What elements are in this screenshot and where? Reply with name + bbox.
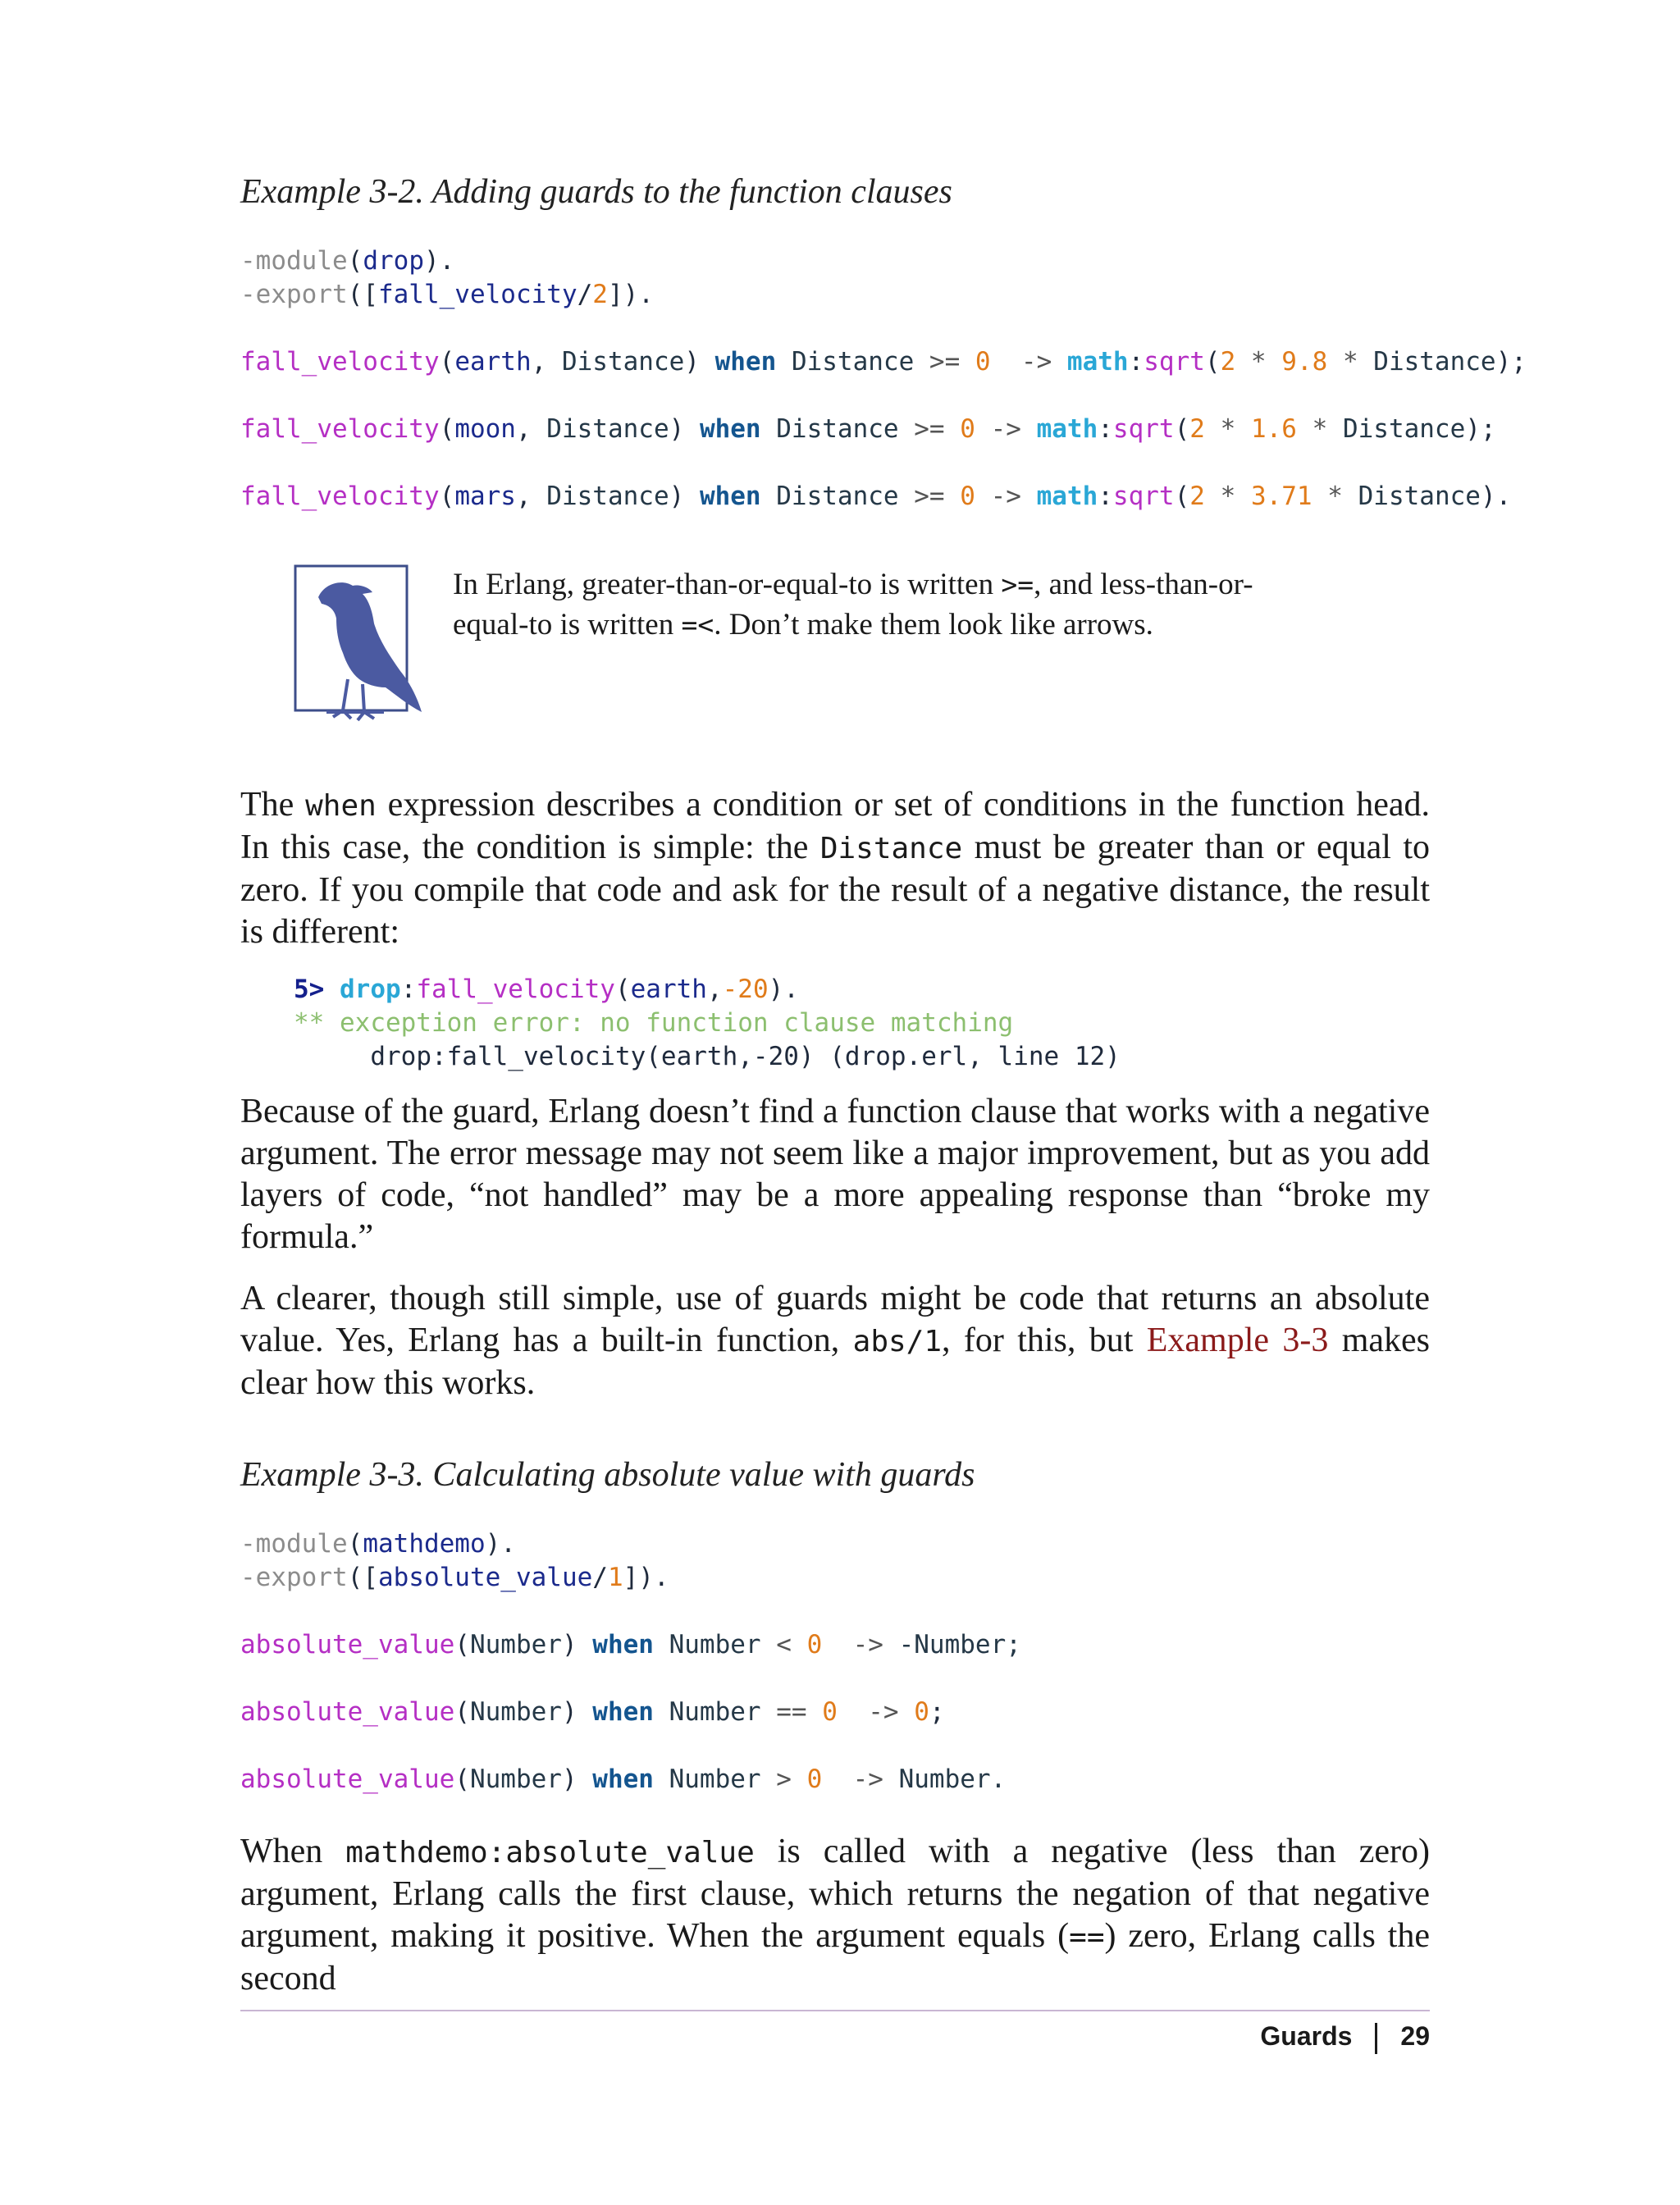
code-token: 1 [607, 1563, 623, 1592]
code-token: fall_velocity [240, 347, 440, 377]
code-token: 9 [1281, 347, 1297, 377]
code-token: > [776, 1764, 792, 1794]
code-block-mathdemo: -module(mathdemo). -export([absolute_value/1]). absolute_value(Number) when Number < 0 -> -Number; absolute_value(Number) when Number == 0 -> 0; absolute_value(Number) when Number > 0 -> Number. [240, 1529, 1021, 1794]
code-token: Number [669, 1697, 761, 1727]
code-token: ; [929, 1697, 945, 1727]
code-token: mars [454, 482, 516, 511]
code-token: Number [469, 1630, 562, 1659]
code-token: fall_velocity [240, 482, 440, 511]
code-token: .6 [1266, 414, 1297, 444]
code-token: -export [240, 1563, 348, 1592]
page-number: 29 [1400, 2021, 1430, 2051]
code-token: absolute_value [240, 1764, 455, 1794]
body-paragraph [240, 1278, 1430, 1404]
text-fragment: is called with a negative (less than zero) argument, Erlang calls the first clause, which returns the negation of that negative argument, making it positive. When the argument equals ( [240, 1833, 1430, 1955]
code-token: Number [669, 1630, 761, 1659]
code-token: Number [469, 1697, 562, 1727]
code-token: Number [469, 1764, 562, 1794]
code-token: 0 [914, 1697, 929, 1727]
code-token: 3 [1250, 482, 1267, 511]
code-token: sqrt [1112, 414, 1175, 444]
note-line-2 [453, 605, 1355, 645]
page-footer [1260, 2021, 1430, 2054]
code-token: Distance [1342, 414, 1466, 444]
code-token: math [1036, 482, 1098, 511]
code-token: when [592, 1697, 654, 1727]
text-fragment: , for this, but [942, 1322, 1147, 1359]
code-block-drop: -module(drop). -export([fall_velocity/2]). fall_velocity(earth, Distance) when Distance >= 0 -> math:sqrt(2 * 9.8 * Distance); fall_velocity(moon, Distance) when Distance >= 0 -> math:sqrt(2 * 1.6 * Distance); fall_velocity(mars, Distance) when Distance >= 0 -> math:sqrt(2 * 3.71 * Distance). [240, 246, 1527, 511]
note-text-fragment: In Erlang, greater-than-or-equal-to is written [453, 568, 1002, 601]
code-token: drop [340, 975, 401, 1004]
code-token: moon [454, 414, 516, 444]
code-token: Number [669, 1764, 761, 1794]
code-token: fall_velocity [240, 414, 440, 444]
text-fragment: must be greater than or equal to zero. If you compile that code and ask for the result of a negative distance, the result is different: [240, 829, 1431, 951]
inline-code: when [305, 789, 377, 823]
code-token: fall_velocity [416, 975, 615, 1004]
body-paragraph [240, 1831, 1430, 2000]
code-token: absolute_value [240, 1630, 455, 1659]
note-line-1 [453, 564, 1355, 605]
code-token: ; [1511, 347, 1527, 377]
inline-code: mathdemo:absolute_value [345, 1836, 755, 1869]
code-token: 5> [294, 975, 325, 1004]
note-text-fragment: . Don’t make them look like arrows. [714, 608, 1153, 641]
code-token: 2 [592, 280, 608, 309]
code-token: Distance [791, 347, 915, 377]
inline-code: >= [1001, 568, 1034, 600]
footer-rule [240, 2010, 1430, 2011]
code-token: drop:fall_velocity(earth,-20) (drop.erl, line 12) [370, 1042, 1121, 1071]
code-token: -Number; [898, 1630, 1021, 1659]
crow-icon [294, 564, 423, 725]
example-caption: Example 3-3. Calculating absolute value with guards [240, 1456, 975, 1494]
code-token: ; [1480, 414, 1496, 444]
code-token: sqrt [1144, 347, 1205, 377]
shell-session: 5> drop:fall_velocity(earth,-20). ** exception error: no function clause matching drop:fall_velocity(earth,-20) (drop.erl, line 12) [294, 975, 1121, 1071]
code-token: Distance [561, 347, 685, 377]
inline-code: == [1069, 1920, 1105, 1954]
text-fragment: makes clear how this works. [240, 1322, 1431, 1402]
note-text [453, 564, 1355, 645]
body-paragraph [240, 784, 1430, 953]
code-token: ** exception error: no function clause matching [294, 1008, 1014, 1038]
inline-code: =< [681, 609, 714, 641]
code-token: when [714, 347, 777, 377]
code-token: earth [630, 975, 707, 1004]
code-token: math [1036, 414, 1098, 444]
code-token: fall_velocity [377, 280, 578, 309]
code-token: when [699, 482, 761, 511]
code-token: drop [363, 246, 424, 276]
note-text-fragment: , and less-than-or- [1034, 568, 1253, 601]
example-link[interactable]: Example 3-3 [1146, 1322, 1329, 1359]
code-token: math [1066, 347, 1129, 377]
text-fragment: expression describes a condition or set of conditions in the function head. In this case, the condition is simple: the [240, 786, 1430, 866]
code-token: Distance [1373, 347, 1496, 377]
code-token: -module [240, 246, 348, 276]
code-token: 1 [1250, 414, 1267, 444]
code-token: Distance [1358, 482, 1481, 511]
code-token: when [592, 1764, 654, 1794]
code-token: Distance [546, 482, 669, 511]
code-token: when [592, 1630, 654, 1659]
code-token: .71 [1266, 482, 1312, 511]
code-token: when [699, 414, 761, 444]
code-token: . [1495, 482, 1512, 511]
footer-section-title: Guards [1260, 2021, 1353, 2051]
code-token: sqrt [1112, 482, 1175, 511]
code-token: -module [240, 1529, 348, 1559]
code-token: absolute_value [240, 1697, 455, 1727]
code-token: Number. [898, 1764, 1007, 1794]
code-token: == [776, 1697, 807, 1727]
code-token: earth [454, 347, 532, 377]
footer-separator [1375, 2023, 1377, 2054]
code-token: -export [240, 280, 348, 309]
text-fragment: When [240, 1833, 346, 1870]
code-token: Distance [776, 414, 899, 444]
code-token: < [776, 1630, 792, 1659]
example-caption: Example 3-2. Adding guards to the function clauses [240, 173, 952, 211]
text-fragment: A clearer, though still simple, use of guards might be code that returns an absolute value. Yes, Erlang has a built-in function, [240, 1280, 1430, 1359]
code-token: Distance [776, 482, 899, 511]
code-token: Distance [546, 414, 669, 444]
inline-code: Distance [819, 832, 963, 865]
text-fragment: The [240, 786, 306, 824]
code-token: absolute_value [377, 1563, 593, 1592]
body-paragraph: Because of the guard, Erlang doesn’t find a function clause that works with a negative argument. The error message may not seem like a major improvement, but as you add layers of code, “not handled” may be a more appealing response than “broke my formula.” [240, 1093, 1430, 1256]
code-token: -20 [722, 975, 769, 1004]
text-fragment: ) zero, Erlang calls the second [240, 1917, 1430, 1997]
inline-code: abs/1 [852, 1325, 943, 1358]
note-text-fragment: equal-to is written [453, 608, 682, 641]
code-token: .8 [1296, 347, 1328, 377]
code-token: mathdemo [363, 1529, 486, 1559]
